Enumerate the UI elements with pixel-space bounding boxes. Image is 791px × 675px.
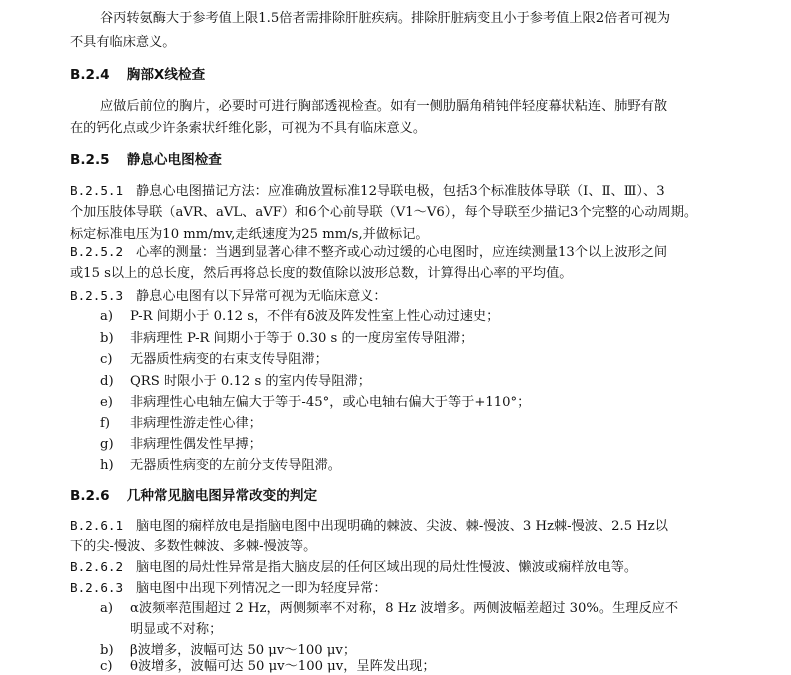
clause-number: B.2.5.2	[70, 244, 124, 259]
clause-b261	[70, 518, 668, 535]
clause-number: B.2.5.1	[70, 183, 124, 198]
section-heading-b24	[70, 67, 205, 83]
section-heading-b25	[70, 152, 222, 168]
clause-number: B.2.6.3	[70, 580, 124, 595]
paragraph-line: 标定标准电压为10 mm/mv,走纸速度为25 mm/s,并做标记。	[70, 227, 429, 242]
list-item	[100, 352, 328, 368]
list-label: g)	[100, 437, 114, 452]
paragraph-line: 谷丙转氨酶大于参考值上限1.5倍者需排除肝脏疾病。排除肝脏病变且小于参考值上限2倍者可视为	[100, 11, 671, 26]
list-item	[100, 659, 436, 675]
clause-text: 心率的测量：当遇到显著心律不整齐或心动过缓的心电图时，应连续测量13个以上波形之间	[136, 245, 668, 260]
list-label: a)	[100, 601, 114, 616]
clause-b251	[70, 183, 665, 200]
list-label: b)	[100, 643, 114, 658]
list-text: 无器质性病变的左前分支传导阻滞。	[130, 458, 341, 473]
section-heading-b26	[70, 488, 317, 504]
paragraph-line: 个加压肢体导联（aVR、aVL、aVF）和6个心前导联（V1～V6），每个导联至少描记3个完整的心动周期。	[70, 205, 698, 220]
list-label: h)	[100, 458, 114, 473]
paragraph-line: 不具有临床意义。	[70, 35, 176, 50]
section-title: 几种常见脑电图异常改变的判定	[126, 488, 318, 504]
list-item-continuation: 明显或不对称；	[130, 622, 223, 637]
section-title: 胸部X线检查	[126, 67, 206, 83]
list-label: f)	[100, 416, 111, 431]
list-item	[100, 309, 499, 325]
clause-b262	[70, 559, 637, 576]
clause-number: B.2.5.3	[70, 288, 124, 303]
list-item	[100, 437, 262, 453]
list-item	[100, 331, 473, 347]
list-item	[100, 416, 262, 432]
list-item	[100, 643, 356, 659]
section-number: B.2.5	[70, 152, 110, 168]
list-text: α波频率范围超过 2 Hz，两侧频率不对称，8 Hz 波增多。两侧波幅差超过 30%。生理反应不	[130, 601, 679, 616]
section-number: B.2.6	[70, 488, 110, 504]
clause-b253	[70, 288, 387, 305]
clause-text: 静息心电图有以下异常可视为无临床意义：	[136, 289, 387, 304]
paragraph-line: 在的钙化点或少许条索状纤维化影，可视为不具有临床意义。	[70, 121, 427, 136]
clause-number: B.2.6.2	[70, 559, 124, 574]
list-text: P-R 间期小于 0.12 s，不伴有δ波及阵发性室上性心动过速史；	[130, 309, 500, 324]
list-text: 无器质性病变的右束支传导阻滞；	[130, 352, 328, 367]
list-text: QRS 时限小于 0.12 s 的室内传导阻滞；	[130, 374, 371, 389]
list-text: 非病理性偶发性早搏；	[130, 437, 262, 452]
list-label: d)	[100, 374, 114, 389]
clause-number: B.2.6.1	[70, 518, 124, 533]
list-label: e)	[100, 395, 113, 410]
paragraph-line: 下的尖-慢波、多数性棘波、多棘-慢波等。	[70, 539, 317, 554]
list-item	[100, 601, 678, 617]
list-text: 非病理性 P-R 间期小于等于 0.30 s 的一度房室传导阻滞；	[130, 331, 474, 346]
list-item	[100, 395, 530, 411]
list-label: a)	[100, 309, 114, 324]
clause-text: 脑电图中出现下列情况之一即为轻度异常：	[136, 581, 387, 596]
clause-b252	[70, 244, 667, 261]
list-text: 非病理性心电轴左偏大于等于-45°，或心电轴右偏大于等于+110°；	[130, 395, 531, 410]
clause-b263	[70, 580, 387, 597]
paragraph-line: 或15 s以上的总长度，然后再将总长度的数值除以波形总数，计算得出心率的平均值。	[70, 266, 573, 281]
list-text: θ波增多，波幅可达 50 μv～100 μv，呈阵发出现；	[130, 659, 436, 674]
paragraph-line: 应做后前位的胸片，必要时可进行胸部透视检查。如有一侧肋膈角稍钝伴轻度幕状粘连、肺野有散	[100, 99, 668, 114]
clause-text: 脑电图的局灶性异常是指大脑皮层的任何区域出现的局灶性慢波、懒波或痫样放电等。	[136, 560, 638, 575]
section-title: 静息心电图检查	[126, 152, 222, 168]
list-label: c)	[100, 352, 113, 367]
list-text: 非病理性游走性心律；	[130, 416, 262, 431]
list-label: c)	[100, 659, 113, 674]
clause-text: 静息心电图描记方法：应准确放置标准12导联电极，包括3个标准肢体导联（Ⅰ、Ⅱ、Ⅲ）、3	[136, 184, 665, 199]
list-text: β波增多，波幅可达 50 μv～100 μv；	[130, 643, 357, 658]
list-item	[100, 458, 341, 474]
section-number: B.2.4	[70, 67, 110, 83]
list-item	[100, 374, 371, 390]
clause-text: 脑电图的痫样放电是指脑电图中出现明确的棘波、尖波、棘-慢波、3 Hz棘-慢波、2.5 Hz以	[136, 519, 668, 534]
list-label: b)	[100, 331, 114, 346]
